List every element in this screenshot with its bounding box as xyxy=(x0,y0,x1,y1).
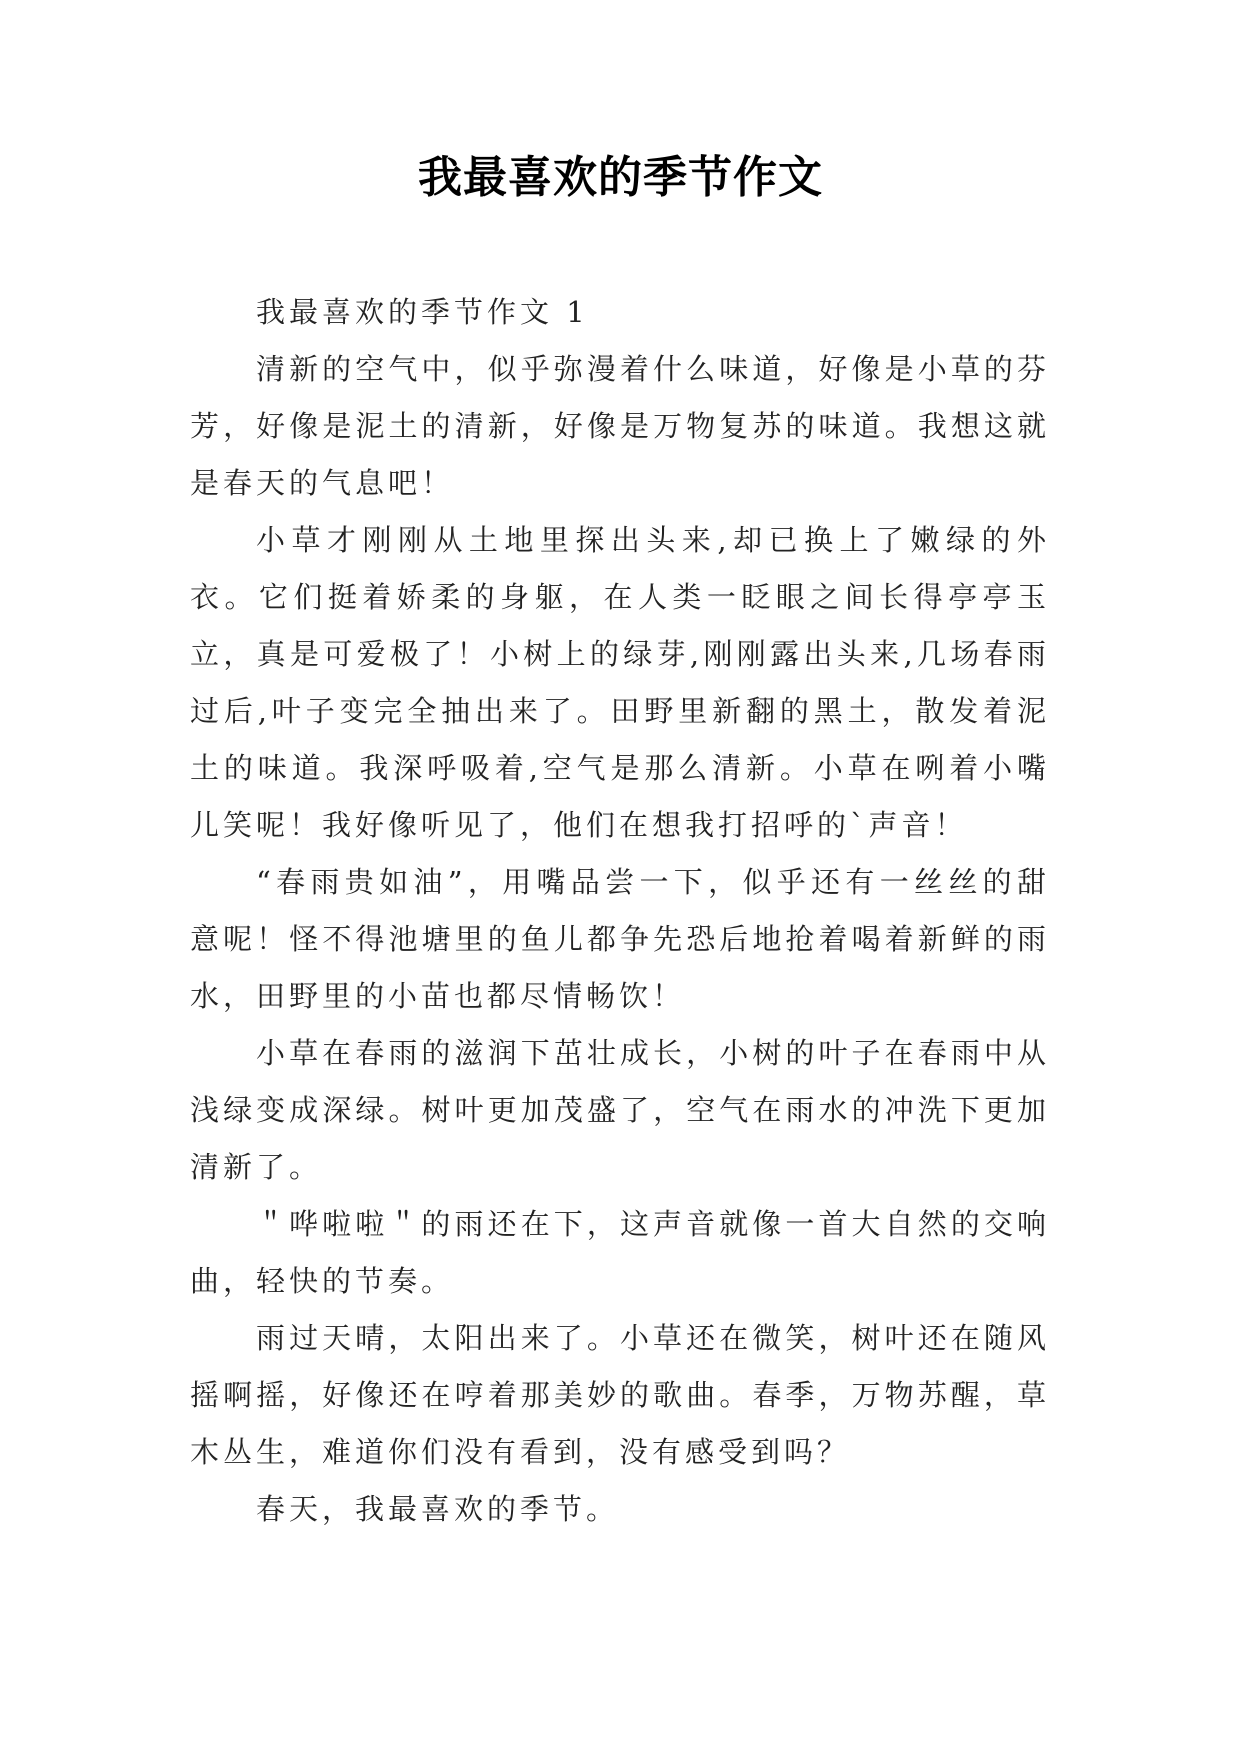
paragraph-4: 小草在春雨的滋润下茁壮成长，小树的叶子在春雨中从浅绿变成深绿。树叶更加茂盛了，空气在雨水的冲洗下更加清新了。 xyxy=(190,1036,1050,1184)
paragraph-6: 雨过天晴，太阳出来了。小草还在微笑，树叶还在随风摇啊摇，好像还在哼着那美妙的歌曲。春季，万物苏醒，草木丛生，难道你们没有看到，没有感受到吗？ xyxy=(190,1321,1050,1469)
document-body xyxy=(190,284,1050,1538)
paragraph-7: 春天，我最喜欢的季节。 xyxy=(256,1492,620,1526)
paragraph-5: ＂哗啦啦＂的雨还在下，这声音就像一首大自然的交响曲，轻快的节奏。 xyxy=(190,1207,1050,1298)
document-title: 我最喜欢的季节作文 xyxy=(418,152,823,203)
essay-subheading: 我最喜欢的季节作文 1 xyxy=(256,295,589,329)
paragraph-1: 清新的空气中，似乎弥漫着什么味道，好像是小草的芬芳，好像是泥土的清新，好像是万物复苏的味道。我想这就是春天的气息吧！ xyxy=(190,352,1050,500)
paragraph-2: 小草才刚刚从土地里探出头来,却已换上了嫩绿的外衣。它们挺着娇柔的身躯，在人类一眨眼之间长得亭亭玉立，真是可爱极了！小树上的绿芽,刚刚露出头来,几场春雨过后,叶子变完全抽出来了。田野里新翻的黑土，散发着泥土的味道。我深呼吸着,空气是那么清新。小草在咧着小嘴儿笑呢！我好像听见了，他们在想我打招呼的`声音！ xyxy=(190,523,1050,842)
paragraph-3: “春雨贵如油”，用嘴品尝一下，似乎还有一丝丝的甜意呢！怪不得池塘里的鱼儿都争先恐后地抢着喝着新鲜的雨水，田野里的小苗也都尽情畅饮！ xyxy=(190,865,1050,1013)
